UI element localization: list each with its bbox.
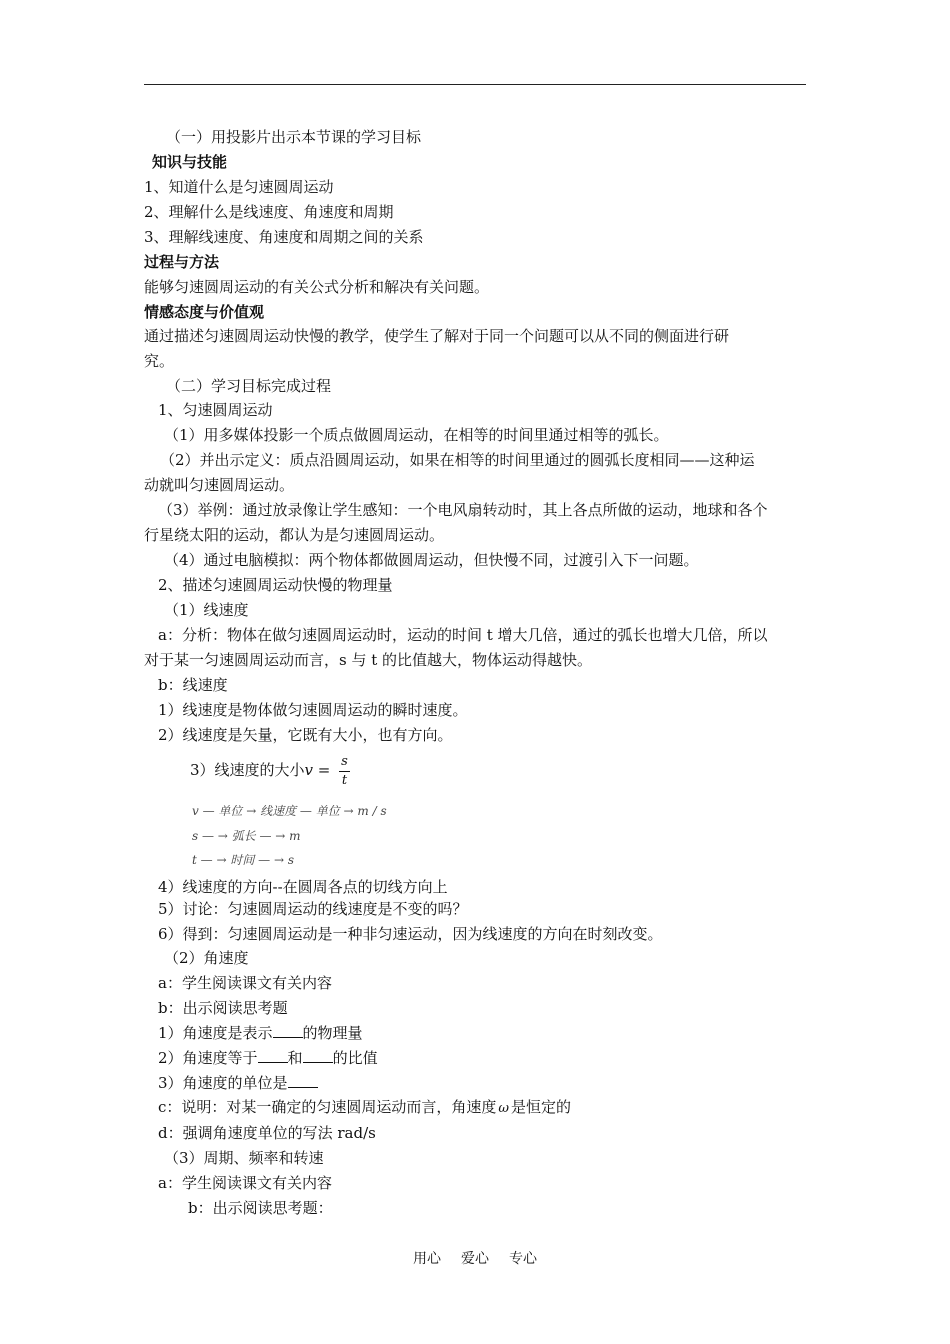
- text-line: [158, 1097, 571, 1119]
- text-line: a：学生阅读课文有关内容: [158, 974, 332, 992]
- text-line: 能够匀速圆周运动的有关公式分析和解决有关问题。: [144, 278, 490, 296]
- unit-line: v — 单位 → 线速度 — 单位 → m / s: [192, 804, 387, 818]
- header-rule: [144, 84, 806, 85]
- text-line: 1）线速度是物体做匀速圆周运动的瞬时速度。: [158, 701, 468, 719]
- fraction-denominator: t: [341, 772, 348, 788]
- text-line: 行星绕太阳的运动，都认为是匀速圆周运动。: [144, 526, 445, 544]
- text-span: 的比值: [332, 1049, 378, 1067]
- text-line: （2）角速度: [164, 949, 249, 967]
- subheading: 过程与方法: [144, 253, 220, 271]
- text-line: （1）用多媒体投影一个质点做圆周运动，在相等的时间里通过相等的弧长。: [164, 426, 669, 444]
- text-line: b：线速度: [158, 676, 228, 694]
- omega-symbol: ω: [498, 1101, 510, 1116]
- text-line: b：出示阅读思考题：: [188, 1199, 333, 1217]
- text-line: 2、理解什么是线速度、角速度和周期: [144, 203, 394, 221]
- formula-line: [190, 752, 350, 788]
- text-line: （2）并出示定义：质点沿圆周运动，如果在相等的时间里通过的圆弧长度相同——这种运: [160, 451, 755, 469]
- text-line: 动就叫匀速圆周运动。: [144, 476, 295, 494]
- formula-variable: v =: [304, 761, 331, 779]
- fill-blank-line: [158, 1023, 363, 1043]
- text-line: 2）线速度是矢量，它既有大小，也有方向。: [158, 726, 453, 744]
- text-span: 2）角速度等于: [158, 1049, 258, 1067]
- text-line: 1、匀速圆周运动: [158, 401, 273, 419]
- text-span: 3）角速度的单位是: [158, 1074, 288, 1092]
- text-line: （3）周期、频率和转速: [164, 1149, 324, 1167]
- fill-blank-line: [158, 1073, 318, 1093]
- text-line: 6）得到：匀速圆周运动是一种非匀速运动，因为线速度的方向在时刻改变。: [158, 925, 663, 943]
- footer-text: 爱心: [461, 1251, 489, 1267]
- footer-text: 专心: [509, 1251, 537, 1267]
- text-span: 的物理量: [302, 1024, 363, 1042]
- subheading: 知识与技能: [152, 153, 228, 171]
- fraction-numerator: s: [339, 753, 350, 772]
- text-span: 和: [287, 1049, 303, 1067]
- blank: [273, 1023, 303, 1038]
- formula-fraction: [339, 753, 350, 790]
- text-line: （3）举例：通过放录像让学生感知：一个电风扇转动时，其上各点所做的运动，地球和各个: [158, 501, 768, 519]
- unit-line: t — → 时间 — → s: [192, 853, 294, 867]
- text-line: b：出示阅读思考题: [158, 999, 288, 1017]
- text-line: a：学生阅读课文有关内容: [158, 1174, 332, 1192]
- text-line: d：强调角速度单位的写法 rad/s: [158, 1124, 376, 1142]
- text-line: 对于某一匀速圆周运动而言，s 与 t 的比值越大，物体运动得越快。: [144, 651, 593, 669]
- text-line: 1、知道什么是匀速圆周运动: [144, 178, 334, 196]
- text-span: 1）角速度是表示: [158, 1024, 273, 1042]
- blank: [303, 1048, 333, 1063]
- text-line: （1）线速度: [164, 601, 249, 619]
- section-heading: （一）用投影片出示本节课的学习目标: [166, 128, 422, 146]
- page-footer: [0, 1248, 950, 1268]
- unit-line: s — → 弧长 — → m: [192, 829, 301, 843]
- text-line: 究。: [144, 352, 175, 370]
- blank: [288, 1073, 318, 1088]
- text-line: （4）通过电脑模拟：两个物体都做圆周运动，但快慢不同，过渡引入下一问题。: [164, 551, 699, 569]
- text-line: 2、描述匀速圆周运动快慢的物理量: [158, 576, 393, 594]
- text-line: a：分析：物体在做匀速圆周运动时，运动的时间 t 增大几倍，通过的弧长也增大几倍，所以: [158, 626, 768, 644]
- footer-text: 用心: [413, 1251, 441, 1267]
- text-line: 3、理解线速度、角速度和周期之间的关系: [144, 228, 424, 246]
- text-line: 5）讨论：匀速圆周运动的线速度是不变的吗？: [158, 900, 468, 918]
- fill-blank-line: [158, 1048, 378, 1068]
- formula-label: 3）线速度的大小: [190, 761, 305, 779]
- section-heading: （二）学习目标完成过程: [166, 377, 332, 395]
- text-line: 4）线速度的方向--在圆周各点的切线方向上: [158, 878, 448, 896]
- subheading: 情感态度与价值观: [144, 303, 265, 321]
- blank: [258, 1048, 288, 1063]
- text-span: c：说明：对某一确定的匀速圆周运动而言，角速度: [158, 1098, 497, 1116]
- text-line: 通过描述匀速圆周运动快慢的教学，使学生了解对于同一个问题可以从不同的侧面进行研: [144, 327, 730, 345]
- text-span: 是恒定的: [511, 1098, 572, 1116]
